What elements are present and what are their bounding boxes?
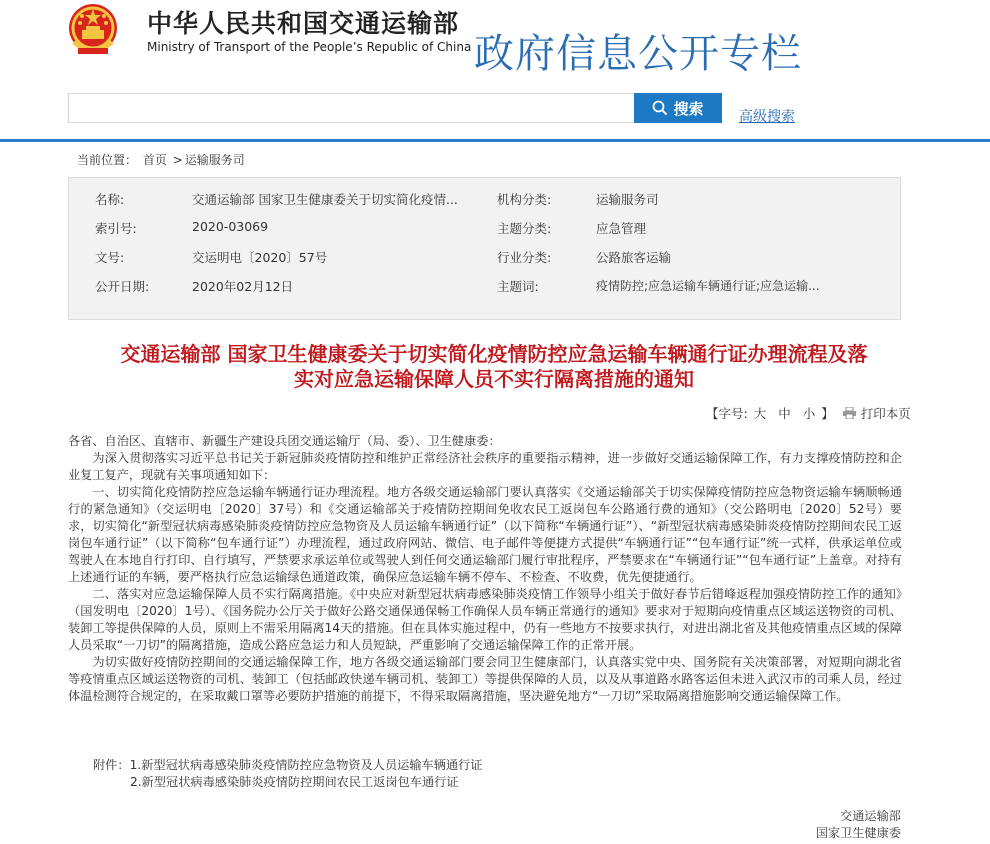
article-body: [68, 433, 902, 705]
meta-index-label: 索引号:: [95, 221, 137, 236]
ministry-name-cn: 中华人民共和国交通运输部: [147, 9, 460, 38]
ministry-name-en: Ministry of Transport of the People’s Republic of China: [147, 40, 472, 54]
font-size-small-button[interactable]: 小: [802, 406, 816, 421]
article-paragraph-4: 为切实做好疫情防控期间的交通运输保障工作，地方各级交通运输部门要会同卫生健康部门，认真落实党中央、国务院有关决策部署，对短期向湖北省等疫情重点区域运送物资的司机、装卸工（包括邮政快递车辆司机、装卸工）等提供保障的人员，以及从事道路水路客运但未进入武汉市的司乘人员，经过体温检测符合规定的，在采取戴口罩等必要防护措施的前提下，不得采取隔离措施，坚决避免地方“一刀切”采取隔离措施影响交通运输保障工作。: [68, 655, 902, 703]
national-emblem-icon: [66, 2, 120, 58]
breadcrumb: [77, 151, 247, 168]
attachment-link-2[interactable]: 2.新型冠状病毒感染肺炎疫情防控期间农民工返岗包车通行证: [130, 775, 459, 789]
article-tools: [706, 404, 911, 422]
search-icon: [652, 100, 668, 116]
meta-org-value: 运输服务司: [596, 192, 659, 207]
search-input[interactable]: [68, 93, 634, 123]
document-metadata-panel: [68, 177, 901, 320]
search-button-label: 搜索: [673, 99, 704, 118]
attachments: [93, 757, 482, 791]
breadcrumb-separator: >: [172, 153, 183, 167]
attachment-link-1[interactable]: 1.新型冠状病毒感染肺炎疫情防控应急物资及人员运输车辆通行证: [129, 758, 483, 772]
article-salutation: 各省、自治区、直辖市、新疆生产建设兵团交通运输厅（局、委）、卫生健康委：: [68, 434, 501, 448]
meta-index-value: 2020-03069: [192, 219, 269, 234]
font-size-close: 】: [821, 406, 834, 421]
meta-keyword-value: 疫情防控;应急运输车辆通行证;应急运输...: [596, 279, 820, 293]
article-title-line-2: 实对应急运输保障人员不实行隔离措施的通知: [294, 367, 694, 391]
font-size-label: 【字号:: [706, 406, 748, 421]
meta-industry-value: 公路旅客运输: [596, 250, 672, 265]
meta-topic-value: 应急管理: [596, 221, 647, 236]
meta-date-label: 公开日期:: [95, 279, 150, 294]
meta-industry-label: 行业分类:: [497, 250, 552, 265]
signer-1: 交通运输部: [840, 809, 901, 823]
meta-org-label: 机构分类:: [497, 192, 552, 207]
article-title-line-1: 交通运输部 国家卫生健康委关于切实简化疫情防控应急运输车辆通行证办理流程及落: [120, 342, 868, 366]
article-paragraph-1: 为深入贯彻落实习近平总书记关于新冠肺炎疫情防控和维护正常经济社会秩序的重要指示精神，进一步做好交通运输保障工作，有力支撑疫情防控和企业复工复产，现就有关事项通知如下：: [68, 451, 902, 482]
meta-keyword-label: 主题词:: [497, 279, 539, 294]
printer-icon[interactable]: [842, 407, 857, 419]
header-divider: [0, 139, 990, 142]
portal-title: 政府信息公开专栏: [474, 31, 802, 77]
signer-2: 国家卫生健康委: [815, 826, 901, 840]
signature-block: [816, 808, 901, 842]
meta-name-value: 交通运输部 国家卫生健康委关于切实简化疫情...: [192, 192, 458, 207]
attachments-label: 附件：: [93, 758, 130, 772]
search-button[interactable]: [634, 93, 722, 123]
breadcrumb-home[interactable]: 首页: [142, 153, 167, 167]
article-paragraph-3: 二、落实对应急运输保障人员不实行隔离措施。《中央应对新型冠状病毒感染肺炎疫情工作领导小组关于做好春节后错峰返程加强疫情防控工作的通知》（国发明电〔2020〕1号）、《国务院办公厅关于做好公路交通保通保畅工作确保人员车辆正常通行的通知》要求对于短期向疫情重点区域运送物资的司机、装卸工等提供保障的人员，原则上不需采用隔离14天的措施。但在具体实施过程中，仍有一些地方不按要求执行，对进出湖北省及其他疫情重点区域的保障人员采取“一刀切”的隔离措施，造成公路应急运力和人员短缺，严重影响了交通运输保障工作的正常开展。: [68, 587, 902, 652]
breadcrumb-current[interactable]: 运输服务司: [184, 153, 245, 167]
meta-topic-label: 主题分类:: [497, 221, 552, 236]
font-size-medium-button[interactable]: 中: [778, 406, 791, 421]
meta-name-label: 名称:: [95, 192, 125, 207]
meta-doc-value: 交运明电〔2020〕57号: [192, 250, 328, 265]
site-header: [0, 0, 990, 140]
article-title: [68, 342, 920, 392]
font-size-large-button[interactable]: 大: [753, 406, 767, 421]
breadcrumb-prefix: 当前位置：: [77, 153, 138, 167]
meta-doc-label: 文号:: [95, 250, 125, 265]
advanced-search-link[interactable]: 高级搜索: [739, 109, 795, 125]
meta-date-value: 2020年02月12日: [192, 279, 294, 294]
print-page-link[interactable]: 打印本页: [860, 406, 911, 421]
article-paragraph-2: 一、切实简化疫情防控应急运输车辆通行证办理流程。地方各级交通运输部门要认真落实《交通运输部关于切实保障疫情防控应急物资运输车辆顺畅通行的紧急通知》（交运明电〔2020〕37号）和《交通运输部关于疫情防控期间免收农民工返岗包车公路通行费的通知》（交公路明电〔2020〕52号）要求，切实简化“新型冠状病毒感染肺炎疫情防控应急物资及人员运输车辆通行证”（以下简称“车辆通行证”）、“新型冠状病毒感染肺炎疫情防控期间农民工返岗包车通行证”（以下简称“包车通行证”）办理流程，通过政府网站、微信、电子邮件等便捷方式提供“车辆通行证”“包车通行证”统一式样，供承运单位或驾驶人在本地自行打印、自行填写，严禁要求承运单位或驾驶人到任何交通运输部门履行审批程序，严禁要求在“车辆通行证”“包车通行证”上盖章。对持有上述通行证的车辆，要严格执行应急运输绿色通道政策，确保应急运输车辆不停车、不检查、不收费，优先便捷通行。: [68, 485, 902, 584]
